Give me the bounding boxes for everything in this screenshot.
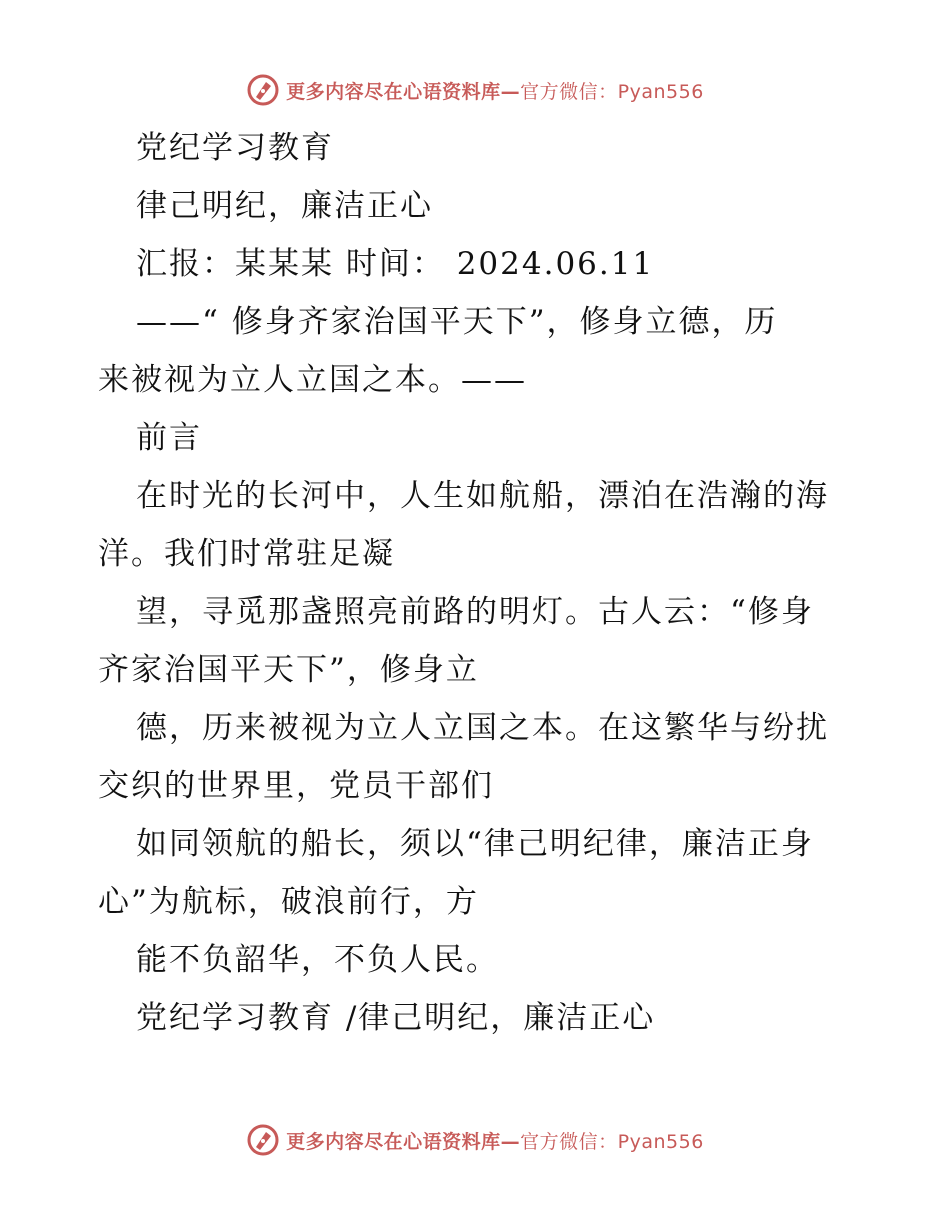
text-line: 党纪学习教育 /律己明纪，廉洁正心 bbox=[136, 1000, 656, 1036]
text-line: ——“ 修身齐家治国平天下”，修身立德，历 bbox=[136, 304, 778, 340]
text-line: 来被视为立人立国之本。—— bbox=[98, 362, 527, 398]
text-line: 洋。我们时常驻足凝 bbox=[98, 536, 395, 572]
text-line: 望，寻觅那盏照亮前路的明灯。古人云：“修身 bbox=[136, 594, 814, 630]
text-line: 齐家治国平天下”，修身立 bbox=[98, 652, 479, 688]
text-line: 党纪学习教育 bbox=[136, 130, 334, 166]
document-body bbox=[98, 119, 858, 1047]
watermark-text: 更多内容尽在心语资料库—官方微信：Pyan556 bbox=[286, 80, 704, 103]
text-line: 德，历来被视为立人立国之本。在这繁华与纷扰 bbox=[136, 710, 829, 746]
text-line: 如同领航的船长，须以“律己明纪律，廉洁正身 bbox=[136, 826, 814, 862]
text-line: 交织的世界里，党员干部们 bbox=[98, 768, 494, 804]
text-line: 心”为航标，破浪前行，方 bbox=[98, 884, 479, 920]
header-watermark bbox=[0, 70, 950, 110]
text-line: 汇报：某某某 时间： 2024.06.11 bbox=[136, 246, 655, 282]
text-line: 能不负韶华，不负人民。 bbox=[136, 942, 499, 978]
text-line: 律己明纪，廉洁正心 bbox=[136, 188, 433, 224]
text-line: 前言 bbox=[136, 420, 202, 456]
pen-nib-logo-icon bbox=[246, 73, 280, 107]
footer-watermark bbox=[0, 1120, 950, 1160]
watermark-text: 更多内容尽在心语资料库—官方微信：Pyan556 bbox=[286, 1130, 704, 1153]
pen-nib-logo-icon bbox=[246, 1123, 280, 1157]
text-line: 在时光的长河中，人生如航船，漂泊在浩瀚的海 bbox=[136, 478, 829, 514]
